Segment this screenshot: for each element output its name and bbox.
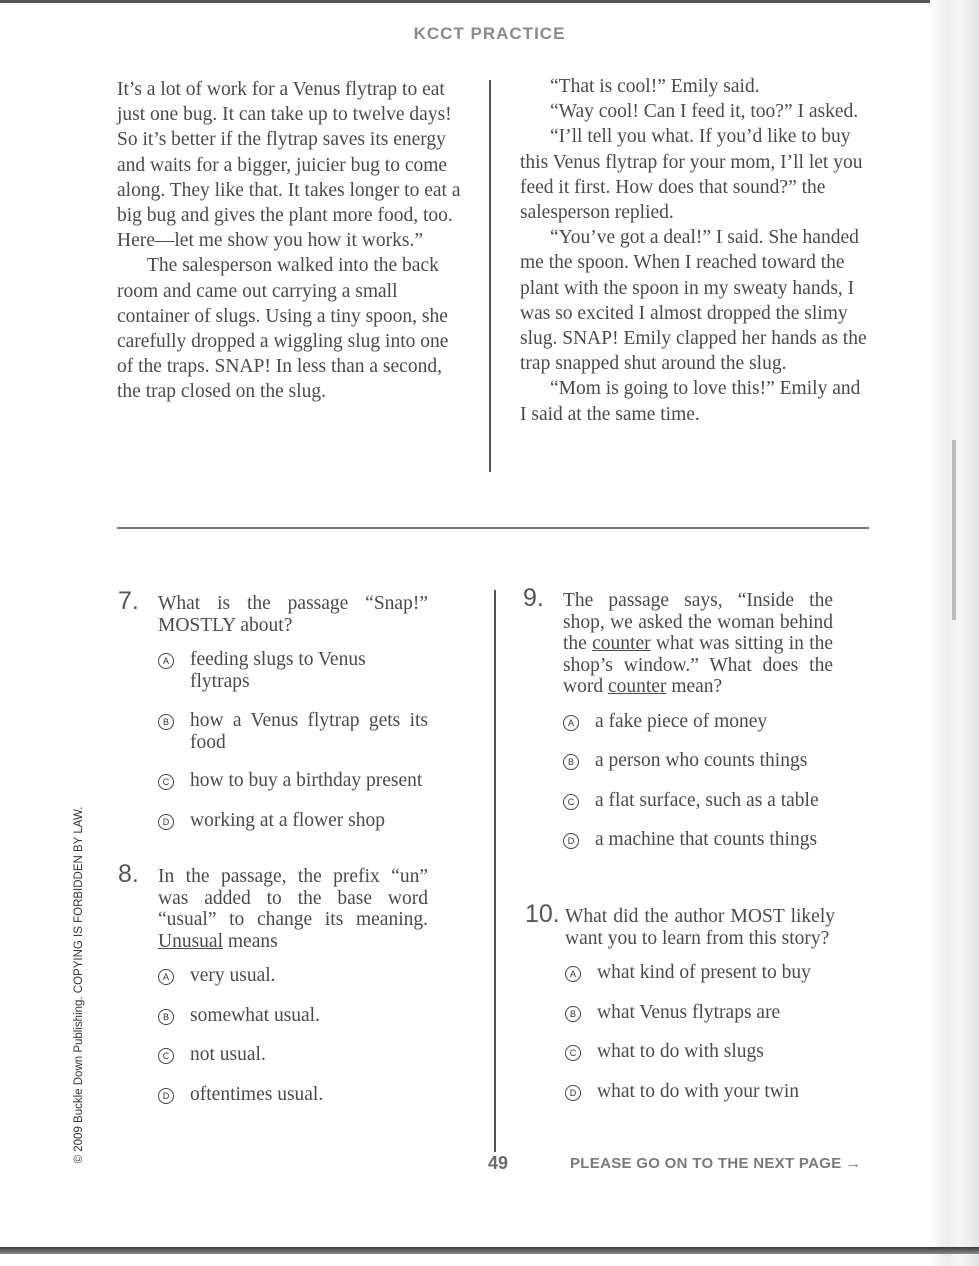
answer-text: somewhat usual. — [190, 1004, 320, 1026]
question-text: The passage says, “Inside the shop, we asked the woman behind the counter what was sitting in the shop’s window.” What does the word counter mean? — [563, 590, 834, 697]
questions-column-divider — [494, 590, 496, 1152]
passage-paragraph: “You’ve got a deal!” I said. She handed me the spoon. When I reached toward the plant with the spoon in my sweaty hands, I was so excited I almost dropped the slimy slug. SNAP! Emily clapped her hands as the trap snapped shut around the slug. — [520, 227, 867, 375]
underlined-word: counter — [607, 676, 667, 697]
answer-option[interactable] — [565, 1002, 835, 1024]
question-number: 7. — [118, 587, 139, 615]
page-header: KCCT PRACTICE — [413, 24, 566, 43]
answer-bubble-d[interactable]: D — [563, 833, 579, 849]
answer-bubble-c[interactable]: C — [565, 1045, 581, 1061]
answer-option[interactable] — [563, 750, 833, 772]
copyright-notice: © 2009 Buckle Down Publishing. COPYING IS FORBIDDEN BY LAW. — [73, 806, 85, 1164]
answer-option[interactable] — [158, 1005, 428, 1027]
answer-text: oftentimes usual. — [190, 1083, 324, 1105]
question-number: 10. — [525, 900, 560, 928]
answer-option[interactable] — [565, 1081, 835, 1103]
question-8 — [118, 860, 428, 1105]
answer-option[interactable] — [563, 711, 833, 733]
question-7 — [118, 587, 428, 831]
answer-bubble-a[interactable]: A — [565, 966, 581, 982]
answer-options — [158, 965, 428, 1105]
answer-text: feeding slugs to Venus flytraps — [190, 649, 366, 692]
answer-text: what to do with slugs — [597, 1041, 764, 1062]
passage-paragraph: “Way cool! Can I feed it, too?” I asked. — [550, 101, 859, 123]
answer-text: working at a flower shop — [190, 809, 385, 831]
answer-bubble-c[interactable]: C — [158, 774, 174, 790]
next-page-notice: PLEASE GO ON TO THE NEXT PAGE → — [570, 1155, 862, 1172]
page-top-edge — [0, 0, 979, 3]
question-number: 8. — [118, 860, 139, 888]
answer-bubble-d[interactable]: D — [158, 814, 174, 830]
answer-option[interactable] — [563, 829, 833, 851]
answer-option[interactable] — [565, 962, 835, 984]
question-text: What is the passage “Snap!” MOSTLY about? — [158, 593, 428, 636]
answer-text: how to buy a birthday present — [190, 770, 423, 791]
answer-bubble-a[interactable]: A — [563, 715, 579, 731]
answer-bubble-b[interactable]: B — [565, 1006, 581, 1022]
passage-left-column — [117, 77, 467, 405]
passage-paragraph: It’s a lot of work for a Venus flytrap to eat just one bug. It can take up to twelve days! So it’s better if the flytrap saves its energy and waits for a bigger, juicier bug to come along. They like that. It takes longer to eat a big bug and gives the plant more food, too. Here—let me show you how it works.” — [117, 79, 461, 252]
answer-text: a machine that counts things — [595, 829, 818, 850]
scan-right-edge — [930, 0, 979, 1266]
answer-text: a person who counts things — [595, 750, 808, 771]
passage-paragraph: “Mom is going to love this!” Emily and I said at the same time. — [520, 378, 861, 425]
answer-option[interactable] — [158, 710, 428, 753]
answer-bubble-b[interactable]: B — [158, 1009, 174, 1025]
scan-bottom-edge — [0, 1247, 979, 1254]
answer-options — [563, 711, 833, 851]
answer-bubble-c[interactable]: C — [563, 794, 579, 810]
passage-paragraph: The salesperson walked into the back room and came out carrying a small container of slugs. Using a tiny spoon, she carefully dropped a wiggling slug into one of the traps. SNAP! In less than a second, the trap closed on the slug. — [117, 255, 449, 403]
answer-text: what Venus flytraps are — [597, 1001, 781, 1023]
answer-bubble-a[interactable]: A — [158, 969, 174, 985]
answer-option[interactable] — [158, 649, 428, 692]
answer-bubble-d[interactable]: D — [158, 1088, 174, 1104]
answer-text: a flat surface, such as a table — [595, 789, 819, 811]
answer-option[interactable] — [158, 770, 428, 792]
answer-text: very usual. — [190, 965, 276, 986]
answer-bubble-d[interactable]: D — [565, 1085, 581, 1101]
answer-bubble-b[interactable]: B — [158, 714, 174, 730]
answer-bubble-c[interactable]: C — [158, 1048, 174, 1064]
answer-text: not usual. — [190, 1044, 266, 1065]
answer-option[interactable] — [565, 1041, 835, 1063]
passage-column-divider — [489, 80, 491, 472]
question-10 — [525, 900, 835, 1102]
underlined-word: counter — [592, 633, 651, 654]
question-number: 9. — [523, 584, 544, 612]
answer-option[interactable] — [563, 790, 833, 812]
answer-option[interactable] — [158, 965, 428, 987]
answer-bubble-a[interactable]: A — [158, 653, 174, 669]
scan-edge-mark — [952, 440, 956, 620]
answer-text: what kind of present to buy — [597, 962, 811, 983]
passage-paragraph: “That is cool!” Emily said. — [550, 76, 760, 97]
question-text: What did the author MOST likely want you to learn from this story? — [565, 906, 835, 949]
answer-option[interactable] — [158, 810, 428, 832]
answer-text: a fake piece of money — [595, 710, 768, 732]
answer-options — [158, 649, 428, 831]
underlined-word: Unusual — [158, 930, 223, 952]
page-number: 49 — [487, 1153, 509, 1173]
question-9 — [523, 584, 834, 851]
answer-option[interactable] — [158, 1044, 428, 1066]
answer-bubble-b[interactable]: B — [563, 754, 579, 770]
answer-option[interactable] — [158, 1084, 428, 1106]
passage-paragraph: “I’ll tell you what. If you’d like to buy this Venus flytrap for your mom, I’ll let you feed it first. How does that sound?” the salesperson replied. — [520, 126, 863, 224]
answer-text: what to do with your twin — [597, 1080, 800, 1102]
answer-text: how a Venus flytrap gets its food — [190, 710, 428, 753]
answer-options — [565, 962, 835, 1102]
question-text: In the passage, the prefix “un” was added to the base word “usual” to change its meaning. Unusual means — [158, 866, 428, 952]
passage-right-column — [520, 74, 870, 427]
section-divider — [117, 527, 869, 529]
